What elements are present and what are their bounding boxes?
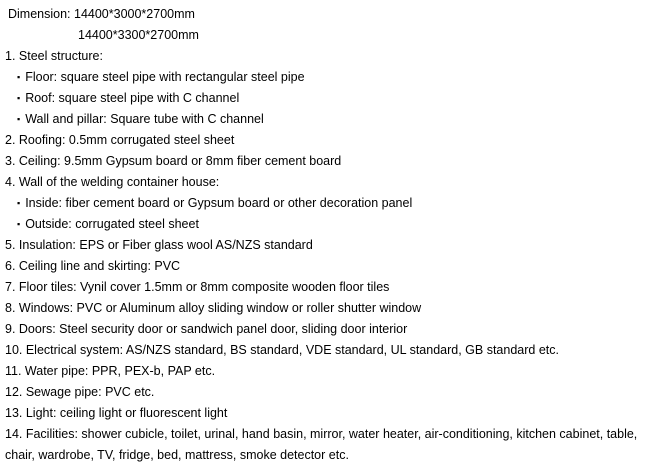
item-14-facilities — [5, 424, 666, 466]
dimension-line-2 — [5, 25, 666, 46]
spec-line-text: Floor: square steel pipe with rectangular steel pipe — [25, 70, 305, 84]
spec-line-text: Wall and pillar: Square tube with C channel — [25, 112, 264, 126]
item-9-doors — [5, 319, 666, 340]
spec-line-text: 7. Floor tiles: Vynil cover 1.5mm or 8mm composite wooden floor tiles — [5, 280, 390, 294]
item-4-bullet-outside — [5, 214, 666, 235]
item-6-ceiling-line — [5, 256, 666, 277]
spec-line-text: 10. Electrical system: AS/NZS standard, BS standard, VDE standard, UL standard, GB standard etc. — [5, 343, 559, 357]
spec-line-text: Outside: corrugated steel sheet — [25, 217, 199, 231]
spec-line-text: 14400*3300*2700mm — [78, 28, 199, 42]
square-bullet-icon: ▪ — [17, 72, 21, 82]
item-5-insulation — [5, 235, 666, 256]
item-1-bullet-wall — [5, 109, 666, 130]
spec-line-text: 5. Insulation: EPS or Fiber glass wool AS/NZS standard — [5, 238, 313, 252]
spec-line-text: 6. Ceiling line and skirting: PVC — [5, 259, 181, 273]
spec-line-text: 4. Wall of the welding container house: — [5, 175, 220, 189]
spec-line-text: 1. Steel structure: — [5, 49, 103, 63]
spec-line-text: 11. Water pipe: PPR, PEX-b, PAP etc. — [5, 364, 216, 378]
square-bullet-icon: ▪ — [17, 93, 21, 103]
spec-line-text: 2. Roofing: 0.5mm corrugated steel sheet — [5, 133, 235, 147]
item-13-light — [5, 403, 666, 424]
square-bullet-icon: ▪ — [17, 219, 21, 229]
spec-line-text: 3. Ceiling: 9.5mm Gypsum board or 8mm fiber cement board — [5, 154, 342, 168]
item-8-windows — [5, 298, 666, 319]
item-2-roofing — [5, 130, 666, 151]
spec-line-text: 13. Light: ceiling light or fluorescent light — [5, 406, 228, 420]
spec-line-text: 9. Doors: Steel security door or sandwich panel door, sliding door interior — [5, 322, 408, 336]
item-12-sewage-pipe — [5, 382, 666, 403]
spec-line-text: Inside: fiber cement board or Gypsum board or other decoration panel — [25, 196, 413, 210]
spec-line-text: 8. Windows: PVC or Aluminum alloy sliding window or roller shutter window — [5, 301, 422, 315]
item-3-ceiling — [5, 151, 666, 172]
item-11-water-pipe — [5, 361, 666, 382]
spec-line-text: Dimension: 14400*3000*2700mm — [8, 7, 195, 21]
spec-line-text: Roof: square steel pipe with C channel — [25, 91, 240, 105]
spec-line-text: 14. Facilities: shower cubicle, toilet, urinal, hand basin, mirror, water heater, air-conditioning, kitchen cabinet, table, chair, wardrobe, TV, fridge, bed, mattress, smoke detector etc. — [5, 427, 638, 462]
square-bullet-icon: ▪ — [17, 198, 21, 208]
item-10-electrical — [5, 340, 666, 361]
item-7-floor-tiles — [5, 277, 666, 298]
item-4-bullet-inside — [5, 193, 666, 214]
spec-line-text: 12. Sewage pipe: PVC etc. — [5, 385, 155, 399]
square-bullet-icon: ▪ — [17, 114, 21, 124]
dimension-line-1 — [5, 4, 666, 25]
item-1-steel-structure — [5, 46, 666, 67]
item-1-bullet-roof — [5, 88, 666, 109]
item-4-wall — [5, 172, 666, 193]
item-1-bullet-floor — [5, 67, 666, 88]
